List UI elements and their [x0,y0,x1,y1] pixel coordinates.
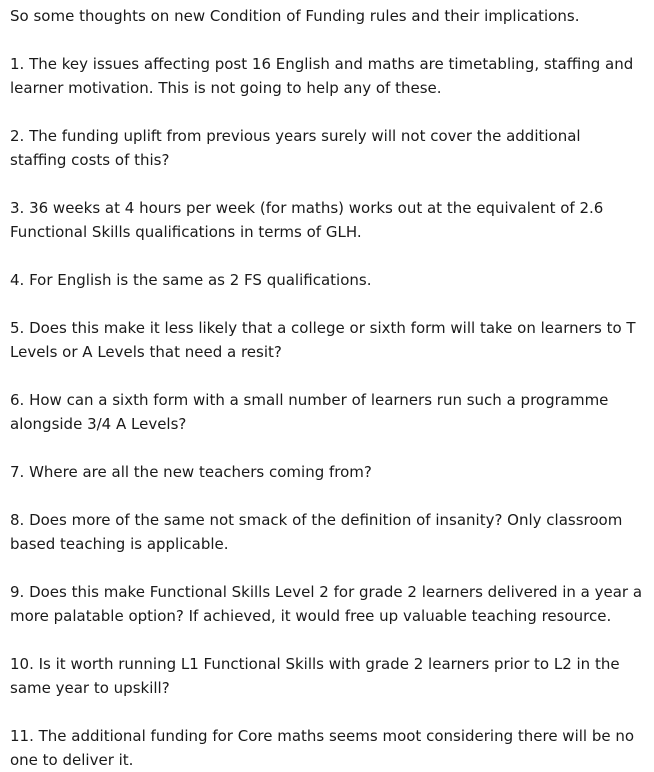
point-10: 10. Is it worth running L1 Functional Skills with grade 2 learners prior to L2 in the same year to upskill? [10,655,620,697]
point-11: 11. The additional funding for Core maths seems moot considering there will be no one to deliver it. [10,727,635,769]
point-8: 8. Does more of the same not smack of the definition of insanity? Only classroom based teaching is applicable. [10,511,623,553]
point-1: 1. The key issues affecting post 16 English and maths are timetabling, staffing and learner motivation. This is not going to help any of these. [10,55,634,97]
point-2: 2. The funding uplift from previous years surely will not cover the additional staffing costs of this? [10,127,581,169]
point-9: 9. Does this make Functional Skills Level 2 for grade 2 learners delivered in a year a more palatable option? If achieved, it would free up valuable teaching resource. [10,583,643,625]
point-5: 5. Does this make it less likely that a college or sixth form will take on learners to T Levels or A Levels that need a resit? [10,319,636,361]
point-3: 3. 36 weeks at 4 hours per week (for maths) works out at the equivalent of 2.6 Functional Skills qualifications in terms of GLH. [10,199,604,241]
point-4: 4. For English is the same as 2 FS qualifications. [10,271,372,289]
point-6: 6. How can a sixth form with a small number of learners run such a programme alongside 3/4 A Levels? [10,391,609,433]
post-intro: So some thoughts on new Condition of Funding rules and their implications. [10,7,580,25]
point-7: 7. Where are all the new teachers coming from? [10,463,372,481]
